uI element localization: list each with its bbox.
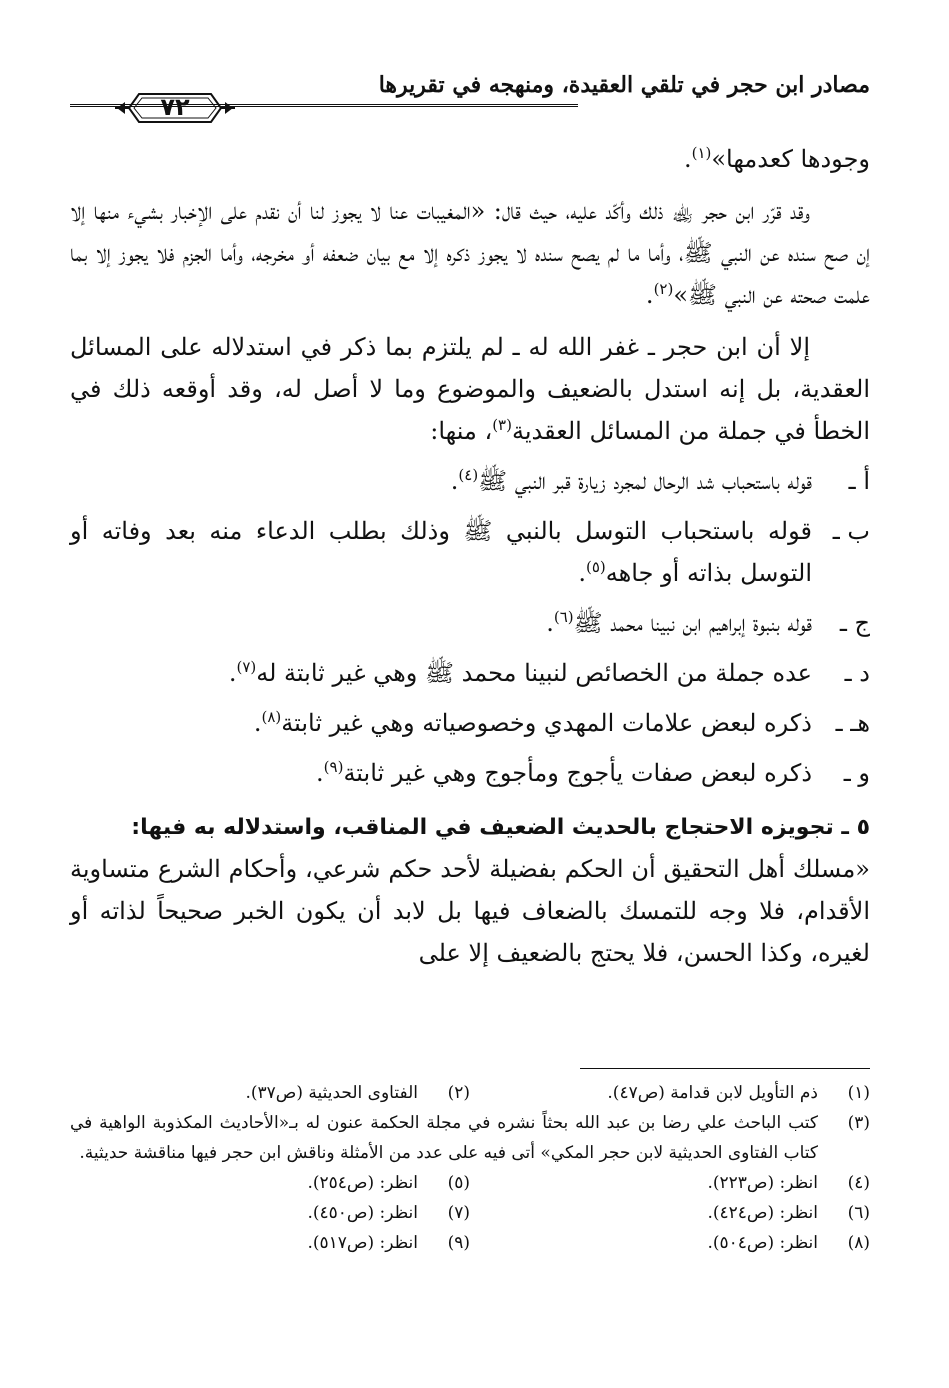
- list-item-letter: ب ـ: [832, 517, 870, 545]
- section-heading: ٥ ـ تجويزه الاحتجاج بالحديث الضعيف في المناقب، واستدلاله به فيها:: [131, 815, 870, 840]
- paragraph-1: وجودها كعدمها»$^{(١)}$.: [683, 144, 870, 173]
- footnote-number: (٤): [847, 1173, 870, 1193]
- list-item: [70, 652, 870, 694]
- footnote-number: (٨): [847, 1233, 870, 1253]
- list-item-letter: د ـ: [844, 659, 870, 687]
- footnote-ref-1[interactable]: (١): [691, 144, 712, 162]
- footnote-text: الفتاوى الحديثية (ص٣٧).: [245, 1083, 418, 1103]
- footnote-text: انظر: (ص٥٠٤).: [707, 1233, 818, 1253]
- page-number-badge: [115, 88, 235, 128]
- footnotes: [70, 1078, 870, 1258]
- footnote: [70, 1228, 470, 1258]
- footnote-separator: [580, 1068, 870, 1069]
- main-text: [70, 138, 870, 974]
- list-item-text: قوله باستحباب التوسل بالنبي ﷺ وذلك بطلب الدعاء منه بعد وفاته أو التوسل بذاته أو جاهه$^{(٥)}$.: [70, 517, 812, 587]
- footnote-number: (٩): [447, 1233, 470, 1253]
- footnote-ref-4[interactable]: (٤): [458, 466, 479, 484]
- footnote-text: انظر: (ص٢٢٣).: [707, 1173, 818, 1193]
- list-item-letter: و ـ: [843, 759, 870, 787]
- footnote: [470, 1228, 870, 1258]
- footnote-text: كتب الباحث علي رضا بن عبد الله بحثاً نشره في مجلة الحكمة عنون له بـ«الأحاديث المكذوبة الواهية في كتاب الفتاوى الحديثية لابن حجر المكي» أتى فيه على عدد من الأمثلة وناقش ابن حجر فيها مناقشة حديثية.: [70, 1113, 818, 1163]
- book-page: [70, 0, 870, 1388]
- footnote-row: [70, 1228, 870, 1258]
- list-item: [70, 510, 870, 594]
- footnote: [70, 1108, 870, 1168]
- footnote-number: (٧): [447, 1203, 470, 1223]
- paragraph-4: «مسلك أهل التحقيق أن الحكم بفضيلة لأحد حكم شرعي، وأحكام الشرع متساوية الأقدام، فلا وجه للتمسك بالضعاف فيها بل لابد أن يكون الخبر صحيحاً لذاته أو لغيره، وكذا الحسن، فلا يحتج بالضعيف إلا على: [70, 855, 870, 967]
- footnote-number: (١): [847, 1083, 870, 1103]
- footnote-row: [70, 1198, 870, 1228]
- footnote-number: (٣): [847, 1113, 870, 1133]
- footnote-row: [70, 1168, 870, 1198]
- running-header: [70, 60, 870, 130]
- footnote-ref-7[interactable]: (٧): [236, 658, 257, 676]
- footnote-text: انظر: (ص٤٥٠).: [307, 1203, 418, 1223]
- paragraph-2: وقد قرّر ابن حجر ﵀ ذلك وأكّد عليه، حيث قال: «المغيبات عنا لا يجوز لنا أن نقدم على الإخبار بشيء منها إلا إن صح سنده عن النبي ﷺ، وأما ما لم يصح سنده لا يجوز ذكره إلا مع بيان ضعفه أو مخرجه، وأما الجزم فلا يجوز إلا بما علمت صحته عن النبي ﷺ»$^{(٢)}$.: [70, 197, 870, 309]
- footnote: [470, 1078, 870, 1108]
- footnote: [70, 1168, 470, 1198]
- footnote: [470, 1198, 870, 1228]
- footnote-ref-3[interactable]: (٣): [492, 416, 512, 434]
- list-item-letter: هـ ـ: [835, 709, 870, 737]
- page-number: ٧٢: [160, 93, 190, 121]
- footnote-ref-5[interactable]: (٥): [586, 558, 606, 576]
- footnote-number: (٢): [447, 1083, 470, 1103]
- footnote-ref-2[interactable]: (٢): [653, 280, 674, 298]
- footnote-ref-9[interactable]: (٩): [323, 758, 344, 776]
- footnote-row: [70, 1078, 870, 1108]
- list-item-text: ذكره لبعض علامات المهدي وخصوصياته وهي غير ثابتة$^{(٨)}$.: [253, 708, 812, 737]
- paragraph-3: إلا أن ابن حجر ـ غفر الله له ـ لم يلتزم بما ذكر في استدلاله على المسائل العقدية، بل إنه استدل بالضعيف والموضوع وما لا أصل له، وقد أوقعه ذلك في الخطأ في جملة من المسائل العقدية$^{(٣)}$، منها:: [70, 333, 870, 445]
- footnote: [470, 1168, 870, 1198]
- list-item: [70, 752, 870, 794]
- footnote-text: انظر: (ص٤٢٤).: [707, 1203, 818, 1223]
- list-item-text: قوله بنبوة إبراهيم ابن نبينا محمد ﷺ$^{(٦)}$.: [546, 608, 812, 637]
- list-item-letter: ج ـ: [839, 609, 870, 637]
- list-item-text: قوله باستحباب شد الرحال لمجرد زيارة قبر النبي ﷺ$^{(٤)}$.: [450, 466, 812, 495]
- footnote-ref-6[interactable]: (٦): [553, 608, 574, 626]
- list-item-text: عده جملة من الخصائص لنبينا محمد ﷺ وهي غير ثابتة له$^{(٧)}$.: [228, 658, 812, 687]
- footnote: [70, 1078, 470, 1108]
- list-item-letter: أ ـ: [848, 467, 870, 495]
- running-header-title: مصادر ابن حجر في تلقي العقيدة، ومنهجه في تقريرها: [378, 72, 870, 98]
- list-item-text: ذكره لبعض صفات يأجوج ومأجوج وهي غير ثابتة$^{(٩)}$.: [316, 758, 812, 787]
- footnote-text: انظر: (ص٢٥٤).: [307, 1173, 418, 1193]
- list-item: [70, 460, 870, 502]
- footnote-number: (٦): [847, 1203, 870, 1223]
- footnote-text: انظر: (ص٥١٧).: [307, 1233, 418, 1253]
- footnote-text: ذم التأويل لابن قدامة (ص٤٧).: [607, 1083, 818, 1103]
- footnote-ref-8[interactable]: (٨): [261, 708, 282, 726]
- footnote: [70, 1198, 470, 1228]
- footnote-number: (٥): [447, 1173, 470, 1193]
- list-item: [70, 702, 870, 744]
- list-item: [70, 602, 870, 644]
